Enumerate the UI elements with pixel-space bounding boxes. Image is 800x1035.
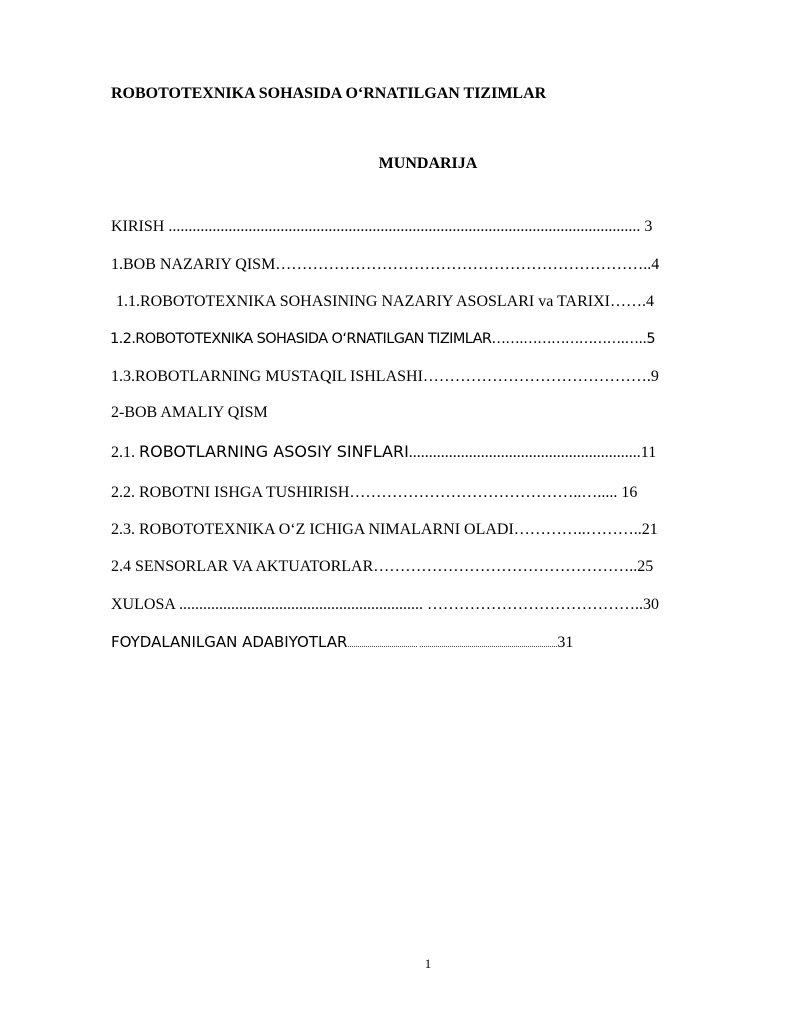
toc-entry-adabiyotlar-title: FOYDALANILGAN ADABIYOTLAR (111, 633, 348, 651)
toc-entry-adabiyotlar-page: 31 (557, 634, 574, 651)
toc-entry-adabiyotlar (111, 632, 573, 655)
toc-entry-bob-2: 2-BOB AMALIY QISM (111, 404, 268, 421)
toc-entry-1-2: 1.2.ROBOTOTEXNIKA SOHASIDA O‘RNATILGAN TIZIMLAR…….………………….…..5 (110, 331, 656, 347)
toc-entry-bob-1: 1.BOB NAZARIY QISM……………………………………………………………..4 (111, 256, 660, 273)
toc-entry-1-1: 1.1.ROBOTOTEXNIKA SOHASINING NAZARIY ASOSLARI va TARIXI…….4 (116, 293, 654, 310)
toc-entry-2-1-number: 2.1. (111, 444, 139, 461)
toc-heading: MUNDARIJA (378, 155, 478, 172)
document-title: ROBOTOTEXNIKA SOHASIDA O‘RNATILGAN TIZIMLAR (111, 85, 547, 102)
toc-entry-2-1 (111, 442, 656, 463)
toc-entry-2-3: 2.3. ROBOTOTEXNIKA O‘Z ICHIGA NIMALARNI OLADI…………..………..21 (111, 521, 658, 538)
toc-entry-adabiyotlar-leader: ................................... ..................................................................... (347, 640, 558, 649)
toc-entry-xulosa: XULOSA ............................................................. …………………………………..30 (111, 596, 660, 613)
page-number: 1 (424, 956, 432, 971)
toc-entry-2-1-leader: ..........................................................11 (408, 444, 657, 461)
toc-entry-2-1-title: ROBOTLARNING ASOSIY SINFLARI (139, 442, 409, 461)
toc-entry-2-2: 2.2. ROBOTNI ISHGA TUSHIRISH……………………………………..…..... 16 (111, 484, 638, 501)
toc-entry-kirish: KIRISH ...................................................................................................................... 3 (111, 218, 653, 235)
toc-entry-1-3: 1.3.ROBOTLARNING MUSTAQIL ISHLASHI…………………………………….9 (111, 368, 659, 385)
toc-entry-2-4: 2.4 SENSORLAR VA AKTUATORLAR…………………………………………..25 (111, 558, 654, 575)
